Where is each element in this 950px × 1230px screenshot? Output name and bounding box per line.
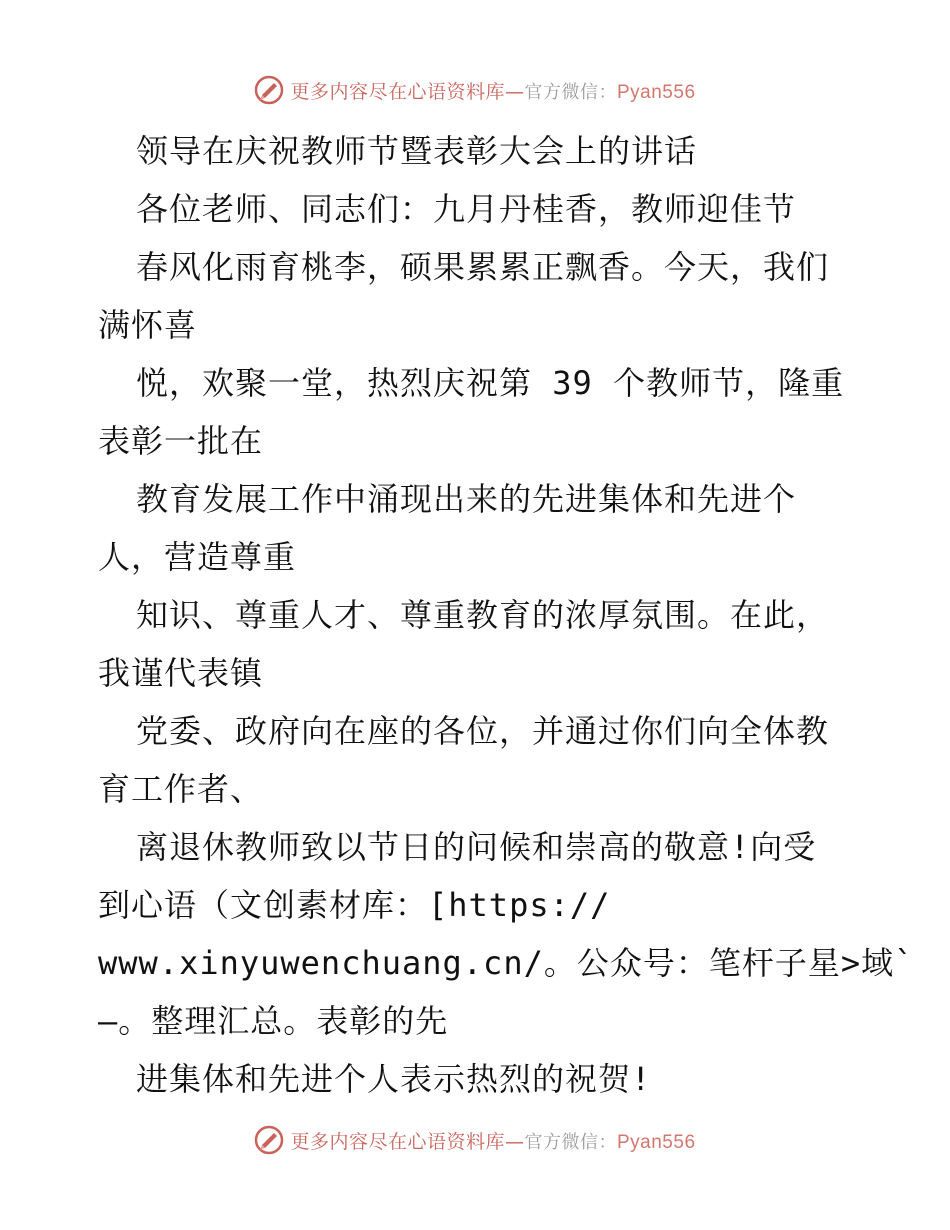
text-line: 育工作者、 (98, 770, 264, 808)
text-line: 春风化雨育桃李，硕果累累正飘香。今天，我们 (136, 248, 830, 286)
banner-text (290, 77, 695, 104)
brand-logo-icon (254, 75, 284, 105)
text-line: 满怀喜 (98, 306, 198, 344)
text-line: 进集体和先进个人表示热烈的祝贺! (136, 1060, 652, 1098)
document-title: 领导在庆祝教师节暨表彰大会上的讲话 (136, 132, 698, 170)
banner-text (290, 1127, 695, 1154)
text-line: 党委、政府向在座的各位，并通过你们向全体教 (136, 712, 830, 750)
text-line: 离退休教师致以节日的问候和崇高的敬意!向受 (136, 828, 817, 866)
wechat-id: Pyan556 (617, 81, 696, 103)
text-line: 教育发展工作中涌现出来的先进集体和先进个 (136, 480, 797, 518)
footer-banner (0, 1120, 950, 1160)
header-banner (0, 70, 950, 110)
text-line: —。整理汇总。表彰的先 (98, 1002, 449, 1040)
banner-separator: — (505, 1130, 525, 1153)
text-line: 我谨代表镇 (98, 654, 264, 692)
brand-logo-icon (254, 1125, 284, 1155)
brand-text: 更多内容尽在心语资料库 (290, 80, 505, 103)
text-line: 悦，欢聚一堂，热烈庆祝第 39 个教师节，隆重 (136, 364, 845, 402)
wechat-id: Pyan556 (617, 1131, 696, 1153)
text-line: 各位老师、同志们：九月丹桂香，教师迎佳节 (136, 190, 797, 228)
brand-text: 更多内容尽在心语资料库 (290, 1130, 505, 1153)
official-label: 官方微信： (524, 81, 617, 103)
text-line: 人，营造尊重 (98, 538, 297, 576)
text-line: 到心语（文创素材库：[https:// (98, 886, 611, 924)
text-line: 知识、尊重人才、尊重教育的浓厚氛围。在此， (136, 596, 830, 634)
official-label: 官方微信： (524, 1131, 617, 1153)
text-line: 表彰一批在 (98, 422, 264, 460)
document-body (98, 122, 915, 1108)
text-line: www.xinyuwenchuang.cn/。公众号：笔杆子星>域` (98, 944, 915, 982)
banner-separator: — (505, 80, 525, 103)
